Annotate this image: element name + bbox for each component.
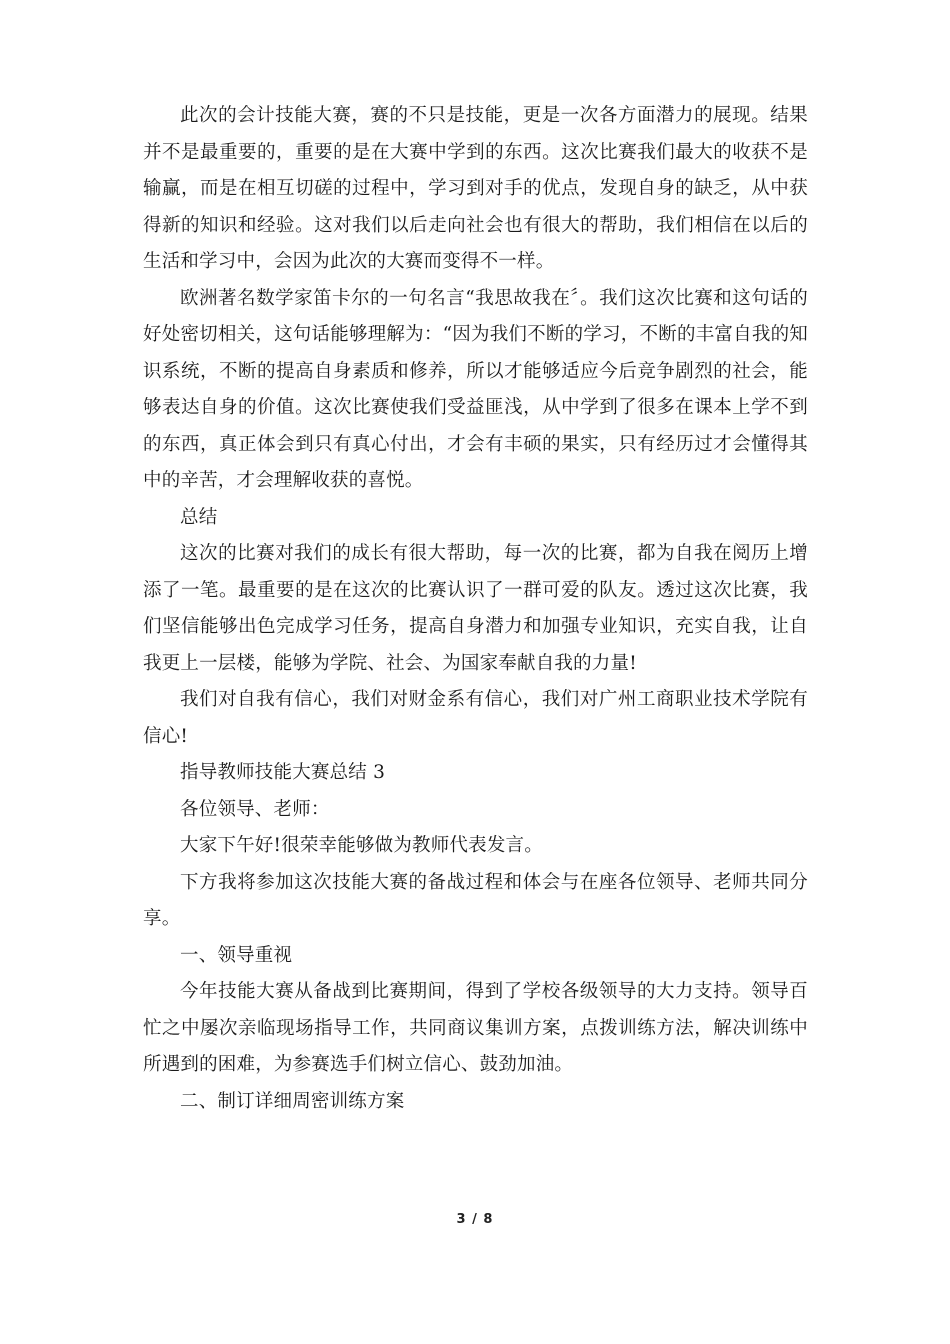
section-heading-1: 一、领导重视: [180, 944, 293, 966]
section-heading-summary: 总结: [180, 506, 218, 528]
document-title: 指导教师技能大赛总结 3: [180, 762, 386, 783]
greeting: 大家下午好!很荣幸能够做为教师代表发言。: [180, 835, 543, 856]
paragraph-5: 下方我将参加这次技能大赛的备战过程和体会与在座各位领导、老师共同分享。: [143, 871, 808, 929]
paragraph-2: 欧洲著名数学家笛卡尔的一句名言“我思故我在〞。我们这次比赛和这句话的好处密切相关，这句话能够理解为：“因为我们不断的学习，不断的丰富自我的知识系统，不断的提高自身素质和修养，所以才能够适应今后竞争剧烈的社会，能够表达自身的价值。这次比赛使我们受益匪浅，从中学到了很多在课本上学不到的东西，真正体会到只有真心付出，才会有丰硕的果实，只有经历过才会懂得其中的辛苦，才会理解收获的喜悦。: [143, 287, 808, 491]
page-number: 3 / 8: [456, 1212, 494, 1227]
section-heading-2: 二、制订详细周密训练方案: [180, 1090, 405, 1112]
document-body: [143, 98, 808, 1120]
salutation: 各位领导、老师：: [180, 798, 330, 820]
paragraph-6: 今年技能大赛从备战到比赛期间，得到了学校各级领导的大力支持。领导百忙之中屡次亲临现场指导工作，共同商议集训方案，点拨训练方法，解决训练中所遇到的困难，为参赛选手们树立信心、鼓劲加油。: [143, 981, 808, 1075]
paragraph-4: 我们对自我有信心，我们对财金系有信心，我们对广州工商职业技术学院有信心!: [143, 689, 808, 747]
paragraph-3: 这次的比赛对我们的成长有很大帮助，每一次的比赛，都为自我在阅历上增添了一笔。最重要的是在这次的比赛认识了一群可爱的队友。透过这次比赛，我们坚信能够出色完成学习任务，提高自身潜力和加强专业知识，充实自我，让自我更上一层楼，能够为学院、社会、为国家奉献自我的力量!: [143, 543, 808, 674]
paragraph-1: 此次的会计技能大赛，赛的不只是技能，更是一次各方面潜力的展现。结果并不是最重要的，重要的是在大赛中学到的东西。这次比赛我们最大的收获不是输赢，而是在相互切磋的过程中，学习到对手的优点，发现自身的缺乏，从中获得新的知识和经验。这对我们以后走向社会也有很大的帮助，我们相信在以后的生活和学习中，会因为此次的大赛而变得不一样。: [143, 105, 808, 272]
